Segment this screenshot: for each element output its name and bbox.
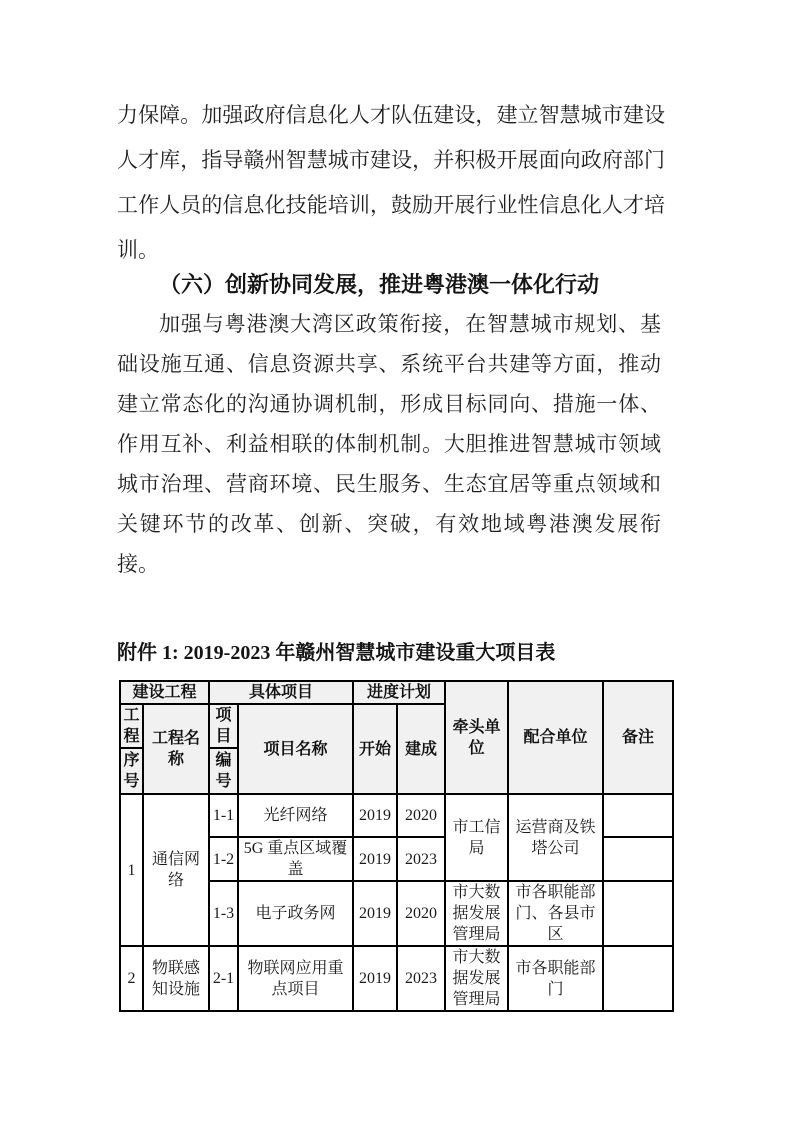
- lead-unit-cell: 市大数据发展管理局: [445, 946, 508, 1011]
- header-col-start: 开始: [353, 704, 397, 794]
- item-no-cell: 1-3: [209, 881, 238, 946]
- group-seq-cell: 2: [120, 946, 143, 1011]
- lead-unit-cell: 市工信局: [445, 794, 508, 881]
- header-group-schedule: 进度计划: [353, 681, 445, 704]
- remark-cell: [603, 837, 673, 881]
- header-col-seq-top: 工程: [120, 704, 143, 748]
- projects-table: [119, 680, 674, 1012]
- remark-cell: [603, 881, 673, 946]
- lead-unit-cell: 市大数据发展管理局: [445, 881, 508, 946]
- item-name-cell: 物联网应用重点项目: [238, 946, 353, 1011]
- item-name-cell: 5G 重点区域覆盖: [238, 837, 353, 881]
- start-year-cell: 2019: [353, 794, 397, 837]
- header-group-specific-project: 具体项目: [209, 681, 353, 704]
- item-name-cell: 电子政务网: [238, 881, 353, 946]
- header-col-item-no-top: 项目: [209, 704, 238, 748]
- item-no-cell: 2-1: [209, 946, 238, 1011]
- header-row-groups: [120, 681, 673, 704]
- finish-year-cell: 2023: [397, 837, 445, 881]
- support-unit-cell: 市各职能部门: [508, 946, 603, 1011]
- header-col-lead-unit: 牵头单位: [445, 681, 508, 794]
- start-year-cell: 2019: [353, 837, 397, 881]
- start-year-cell: 2019: [353, 881, 397, 946]
- header-col-project-name: 工程名称: [143, 704, 209, 794]
- item-no-cell: 1-2: [209, 837, 238, 881]
- section-heading: （六）创新协同发展，推进粤港澳一体化行动: [159, 272, 600, 297]
- support-unit-cell: 市各职能部门、各县市区: [508, 881, 603, 946]
- remark-cell: [603, 946, 673, 1011]
- item-no-cell: 1-1: [209, 794, 238, 837]
- group-name-cell: 通信网络: [143, 794, 209, 946]
- group-seq-cell: 1: [120, 794, 143, 946]
- finish-year-cell: 2023: [397, 946, 445, 1011]
- support-unit-cell: 运营商及铁塔公司: [508, 794, 603, 881]
- header-col-seq-bottom: 序号: [120, 748, 143, 794]
- header-group-construction: 建设工程: [120, 681, 209, 704]
- start-year-cell: 2019: [353, 946, 397, 1011]
- header-col-item-name: 项目名称: [238, 704, 353, 794]
- table-row: [120, 946, 673, 1011]
- header-col-finish: 建成: [397, 704, 445, 794]
- finish-year-cell: 2020: [397, 794, 445, 837]
- item-name-cell: 光纤网络: [238, 794, 353, 837]
- remark-cell: [603, 794, 673, 837]
- header-col-item-no-bottom: 编号: [209, 748, 238, 794]
- paragraph-body: 加强与粤港澳大湾区政策衔接，在智慧城市规划、基础设施互通、信息资源共享、系统平台共建等方面，推动建立常态化的沟通协调机制，形成目标同向、措施一体、作用互补、利益相联的体制机制。大胆推进智慧城市领域城市治理、营商环境、民生服务、生态宜居等重点领域和关键环节的改革、创新、突破，有效地域粤港澳发展衔接。: [117, 312, 661, 576]
- group-name-cell: 物联感知设施: [143, 946, 209, 1011]
- table-row: [120, 794, 673, 837]
- header-col-remark: 备注: [603, 681, 673, 794]
- header-col-support-unit: 配合单位: [508, 681, 603, 794]
- paragraph-continuation: 力保障。加强政府信息化人才队伍建设，建立智慧城市建设人才库，指导赣州智慧城市建设，并积极开展面向政府部门工作人员的信息化技能培训，鼓励开展行业性信息化人才培训。: [117, 103, 665, 262]
- attachment-caption: 附件 1: 2019-2023 年赣州智慧城市建设重大项目表: [117, 642, 556, 664]
- finish-year-cell: 2020: [397, 881, 445, 946]
